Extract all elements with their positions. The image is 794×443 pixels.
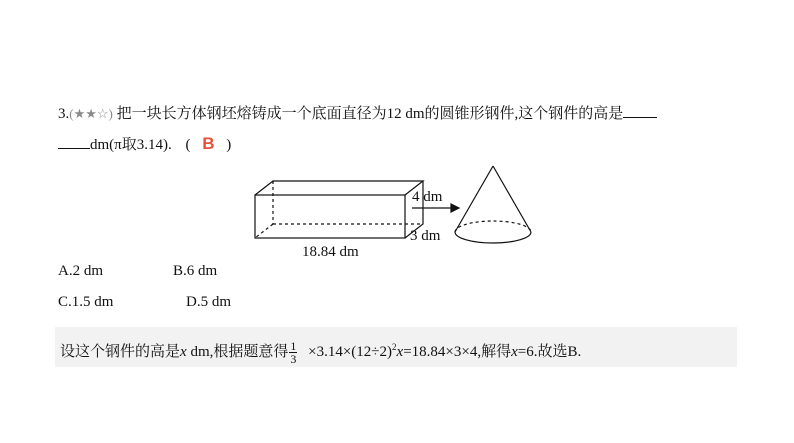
cuboid-diagram — [255, 181, 423, 238]
solution-square: 2 — [392, 342, 397, 352]
fraction-denominator: 3 — [290, 352, 297, 367]
fraction-numerator: 1 — [290, 339, 297, 354]
question-text-line2: dm(π取3.14). — [90, 137, 172, 153]
answer-choice: B — [202, 134, 215, 153]
cone-diagram — [455, 166, 531, 243]
question-text: 把一块长方体钢坯熔铸成一个底面直径为12 dm的圆锥形钢件,这个钢件的高是 — [116, 106, 624, 122]
width-label: 3 dm — [410, 228, 441, 244]
solution-var-x-3: x — [511, 344, 518, 360]
solution-part-4: =18.84×3×4,解得 — [403, 344, 512, 360]
option-b: B.6 dm — [173, 263, 218, 279]
solution-var-x-2: x — [396, 344, 404, 360]
answer-paren-open: ( — [185, 137, 191, 153]
answer-paren-close: ) — [226, 137, 232, 153]
fraction-one-third — [289, 340, 297, 365]
option-c: C.1.5 dm — [58, 294, 114, 310]
solution-part-5: =6.故选B. — [517, 344, 582, 360]
question-number: 3. — [58, 106, 70, 122]
solution-var-x: x — [180, 344, 187, 360]
difficulty-stars: (★★☆) — [69, 106, 113, 121]
solution-part-1: 设这个钢件的高是 — [60, 344, 181, 360]
solution-part-2: dm,根据题意得 — [186, 344, 289, 360]
option-d: D.5 dm — [186, 294, 231, 310]
option-a: A.2 dm — [58, 263, 103, 279]
length-label: 18.84 dm — [302, 244, 359, 260]
arrow-icon — [412, 204, 459, 212]
solution-text — [60, 337, 581, 365]
solution-part-3: ×3.14×(12÷2) — [308, 344, 393, 360]
height-label: 4 dm — [412, 189, 443, 205]
